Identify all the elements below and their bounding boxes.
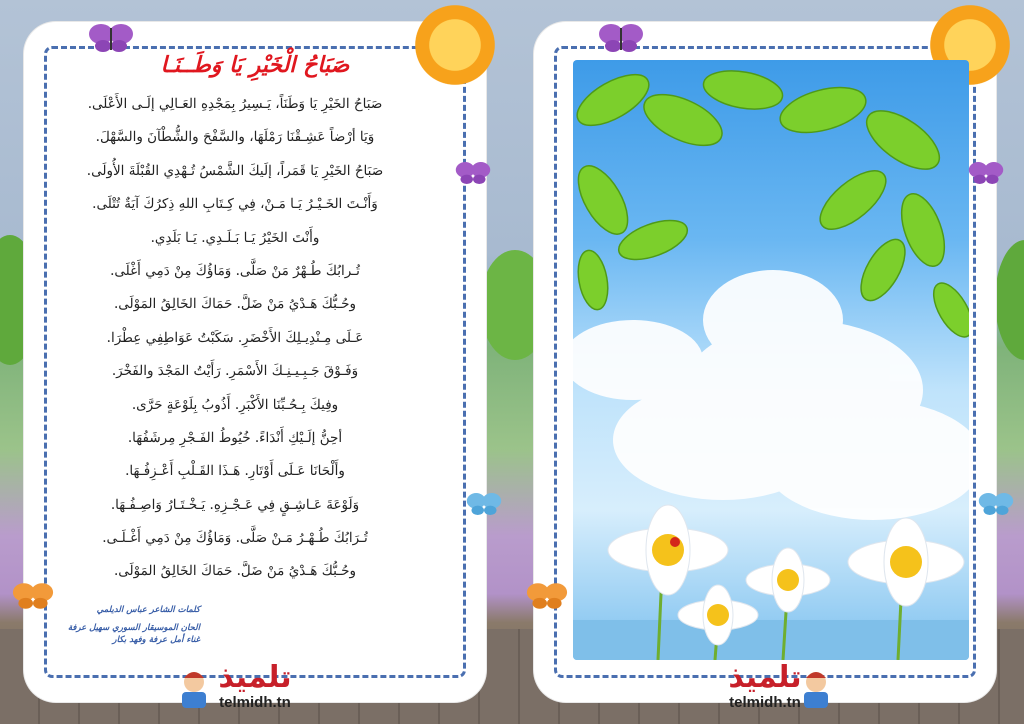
poem-line: عَـلَى مِـنْدِيـلِكَ الأَخْضَرِ. سَكَبْتُ عَوَاطِفِي عِطْرَا. xyxy=(106,329,364,346)
nature-illustration xyxy=(573,60,969,660)
poem-line: وأَلْحَانَا عَـلَى أَوْتَارِ. هَـذَا القَـلْبِ أَعْـزِفُـهَا. xyxy=(125,463,345,480)
logo-latin: telmidh.tn xyxy=(729,694,801,711)
kids-icon xyxy=(794,666,838,710)
butterfly-icon xyxy=(455,158,491,188)
credit-composer: الحان الموسيقار السوري سهيل عرفة xyxy=(67,623,200,633)
butterfly-icon xyxy=(526,580,568,612)
poem-line: أحِنُّ إلَـيْكِ أَنْدَاءً. خُيُوطُ الفَـجْرِ مِرشَفُهَا. xyxy=(127,429,343,446)
credit-lyrics: كلمات الشاعر عباس الديلمي xyxy=(96,605,200,615)
poem-line: وَيَا أرْضاً عَشِـقْنَا رَمْلَهَا، والسَّفْحَ والشُّطْآنَ والسَّهْلَ. xyxy=(95,129,375,146)
butterfly-icon xyxy=(466,490,502,518)
butterfly-icon xyxy=(88,22,134,54)
butterfly-icon xyxy=(598,22,644,54)
telmidh-logo[interactable] xyxy=(180,662,330,718)
poem-line: صَبَاحُ الخَيْرِ يَا وَطَنَاً، يَـسِيرُ بِمَجْدِهِ العَـالِي إلَـى الأَعْلَى. xyxy=(87,96,383,112)
butterfly-icon xyxy=(968,158,1004,188)
ladybug-icon xyxy=(670,537,680,547)
logo-arabic: تلميذ xyxy=(218,660,292,695)
poem-line: وحُـبُّكَ هَـدْيُ مَنْ ضَلَّ. حَمَاكَ الخَالِقُ المَوْلَى. xyxy=(114,296,356,313)
poem-title: صَبَاحُ الْخَيْرِ يَا وَطَــنَـا xyxy=(160,52,350,78)
butterfly-icon xyxy=(978,490,1014,518)
credits xyxy=(40,604,200,646)
poem-line: وأَنْتَ الخَيْرُ يَـا بَـلَـدِي. يَـا بَلَدِي. xyxy=(150,229,320,246)
kids-icon xyxy=(172,666,216,710)
butterfly-icon xyxy=(12,580,54,612)
poem-line: صَبَاحُ الخَيْرِ يَا قَمَراً، إلَيكَ الشَّمْسُ تُـهْدِي القُبْلَةَ الأُولَى. xyxy=(86,162,384,179)
poem-text xyxy=(40,88,430,589)
poem-line: وفِيكَ بِـحُـبِّنَا الأَكْبَرِ. أَذُوبُ بِلَوْعَةٍ حَرَّى. xyxy=(131,396,339,413)
poem-line: وَأَنْـتَ الخَـيْـرُ يَـا مَـنْ، فِي كِـتَابِ اللهِ ذِكرُكَ آيَةٌ تُتْلَى. xyxy=(92,196,378,213)
poem-line: وَلَوْعَةَ عَـاشِـقٍ فِي عَـجْـزِهِ. يَـخْـتَـارُ وَاصِـفُـهَا. xyxy=(110,496,360,513)
poem-line: وحُـبُّكَ هَـدْيُ مَنْ ضَلَّ. حَمَاكَ الخَالِقُ المَوْلَى. xyxy=(114,563,356,580)
poem-line: وَفَـوْقَ جَـبِـيـنِـكَ الأَسْمَرِ. رَأَيْتُ المَجْدَ والفَخْرَ. xyxy=(111,363,359,380)
poem-line: تُـرَابُكَ طُـهْـرُ مَـنْ صَلَّى. وَمَاؤُكَ مِنْ دَمِي أَغْـلَـى. xyxy=(102,530,368,547)
poem-line: تُـرابُكَ طُـهْرٌ مَنْ صَلَّى. وَمَاؤُكَ مِنْ دَمِي أَغْلَى. xyxy=(110,262,360,279)
telmidh-logo[interactable] xyxy=(690,662,840,718)
sky-leaves-flowers-image xyxy=(573,60,969,660)
logo-latin: telmidh.tn xyxy=(219,694,291,711)
logo-arabic: تلميذ xyxy=(728,660,802,695)
credit-singers: غناء أمل عرفة وفهد بكار xyxy=(112,635,200,645)
